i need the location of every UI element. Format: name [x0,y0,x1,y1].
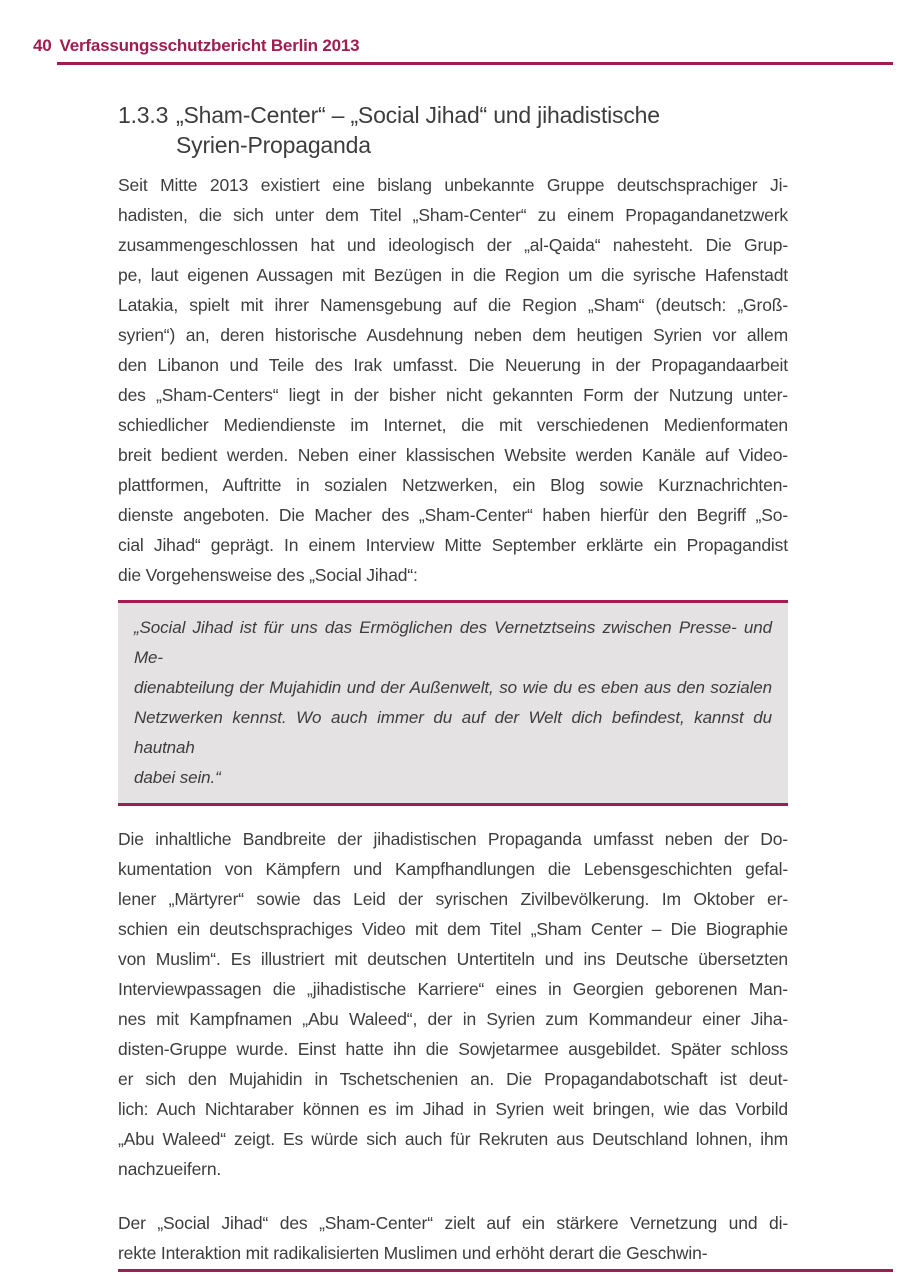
text-line: kumentation von Kämpfern und Kampfhandlungen die Lebensgeschichten gefal- [118,859,788,879]
text-line: hadisten, die sich unter dem Titel „Sham-Center“ zu einem Propagandanetzwerk [118,205,788,225]
text-line: Der „Social Jihad“ des „Sham-Center“ zielt auf ein stärkere Vernetzung und di- [118,1213,788,1233]
paragraph-1 [118,170,788,590]
text-line: Interviewpassagen die „jihadistische Karriere“ eines in Georgien geborenen Man- [118,979,788,999]
text-line: cial Jihad“ geprägt. In einem Interview Mitte September erklärte ein Propagandist [118,535,788,555]
text-line: Latakia, spielt mit ihrer Namensgebung auf die Region „Sham“ (deutsch: „Groß- [118,295,788,315]
page-number: 40 [33,36,52,55]
text-line: rekte Interaktion mit radikalisierten Muslimen und erhöht derart die Geschwin- [118,1243,708,1263]
text-line: Netzwerken kennst. Wo auch immer du auf der Welt dich befindest, kannst du hautnah [134,708,772,757]
section-title-line-2: Syrien-Propaganda [176,132,371,158]
text-line: den Libanon und Teile des Irak umfasst. Die Neuerung in der Propagandaarbeit [118,355,788,375]
text-line: die Vorgehensweise des „Social Jihad“: [118,565,418,585]
text-line: disten-Gruppe wurde. Einst hatte ihn die Sowjetarmee ausgebildet. Später schloss [118,1039,788,1059]
quote-box [118,600,788,806]
section-number: 1.3.3 [118,102,169,128]
section-heading [118,100,788,160]
text-line: dienabteilung der Mujahidin und der Außenwelt, so wie du es eben aus den sozialen [134,678,772,697]
header-rule [57,62,893,65]
section-title-line-1: „Sham-Center“ – „Social Jihad“ und jihadistische [176,102,660,128]
running-header [33,36,359,56]
text-line: dabei sein.“ [134,768,221,787]
text-line: plattformen, Auftritte in sozialen Netzwerken, ein Blog sowie Kurznachrichten- [118,475,788,495]
text-line: des „Sham-Centers“ liegt in der bisher nicht gekannten Form der Nutzung unter- [118,385,788,405]
text-line: von Muslim“. Es illustriert mit deutschen Untertiteln und ins Deutsche übersetzten [118,949,788,969]
text-line: schien ein deutschsprachiges Video mit dem Titel „Sham Center – Die Biographie [118,919,788,939]
text-line: dienste angeboten. Die Macher des „Sham-Center“ haben hierfür den Begriff „So- [118,505,788,525]
paragraph-3 [118,1208,788,1268]
text-line: lener „Märtyrer“ sowie das Leid der syrischen Zivilbevölkerung. Im Oktober er- [118,889,788,909]
text-line: nachzueifern. [118,1159,222,1179]
footer-rule [118,1269,893,1272]
text-line: „Abu Waleed“ zeigt. Es würde sich auch für Rekruten aus Deutschland lohnen, ihm [118,1129,788,1149]
page-content [118,100,788,1268]
section-title [176,100,660,160]
text-line: er sich den Mujahidin in Tschetschenien an. Die Propagandabotschaft ist deut- [118,1069,788,1089]
text-line: breit bedient werden. Neben einer klassischen Website werden Kanäle auf Video- [118,445,788,465]
text-line: syrien“) an, deren historische Ausdehnung neben dem heutigen Syrien vor allem [118,325,788,345]
text-line: lich: Auch Nichtaraber können es im Jihad in Syrien weit bringen, wie das Vorbild [118,1099,788,1119]
text-line: schiedlicher Mediendienste im Internet, die mit verschiedenen Medienformaten [118,415,788,435]
text-line: Seit Mitte 2013 existiert eine bislang unbekannte Gruppe deutschsprachiger Ji- [118,175,788,195]
text-line: „Social Jihad ist für uns das Ermöglichen des Vernetztseins zwischen Presse- und Me- [134,618,772,667]
running-header-title: Verfassungsschutzbericht Berlin 2013 [59,36,360,55]
text-line: nes mit Kampfnamen „Abu Waleed“, der in Syrien zum Kommandeur einer Jiha- [118,1009,788,1029]
paragraph-2 [118,824,788,1184]
text-line: pe, laut eigenen Aussagen mit Bezügen in die Region um die syrische Hafenstadt [118,265,788,285]
text-line: Die inhaltliche Bandbreite der jihadistischen Propaganda umfasst neben der Do- [118,829,788,849]
text-line: zusammengeschlossen hat und ideologisch der „al-Qaida“ nahesteht. Die Grup- [118,235,788,255]
